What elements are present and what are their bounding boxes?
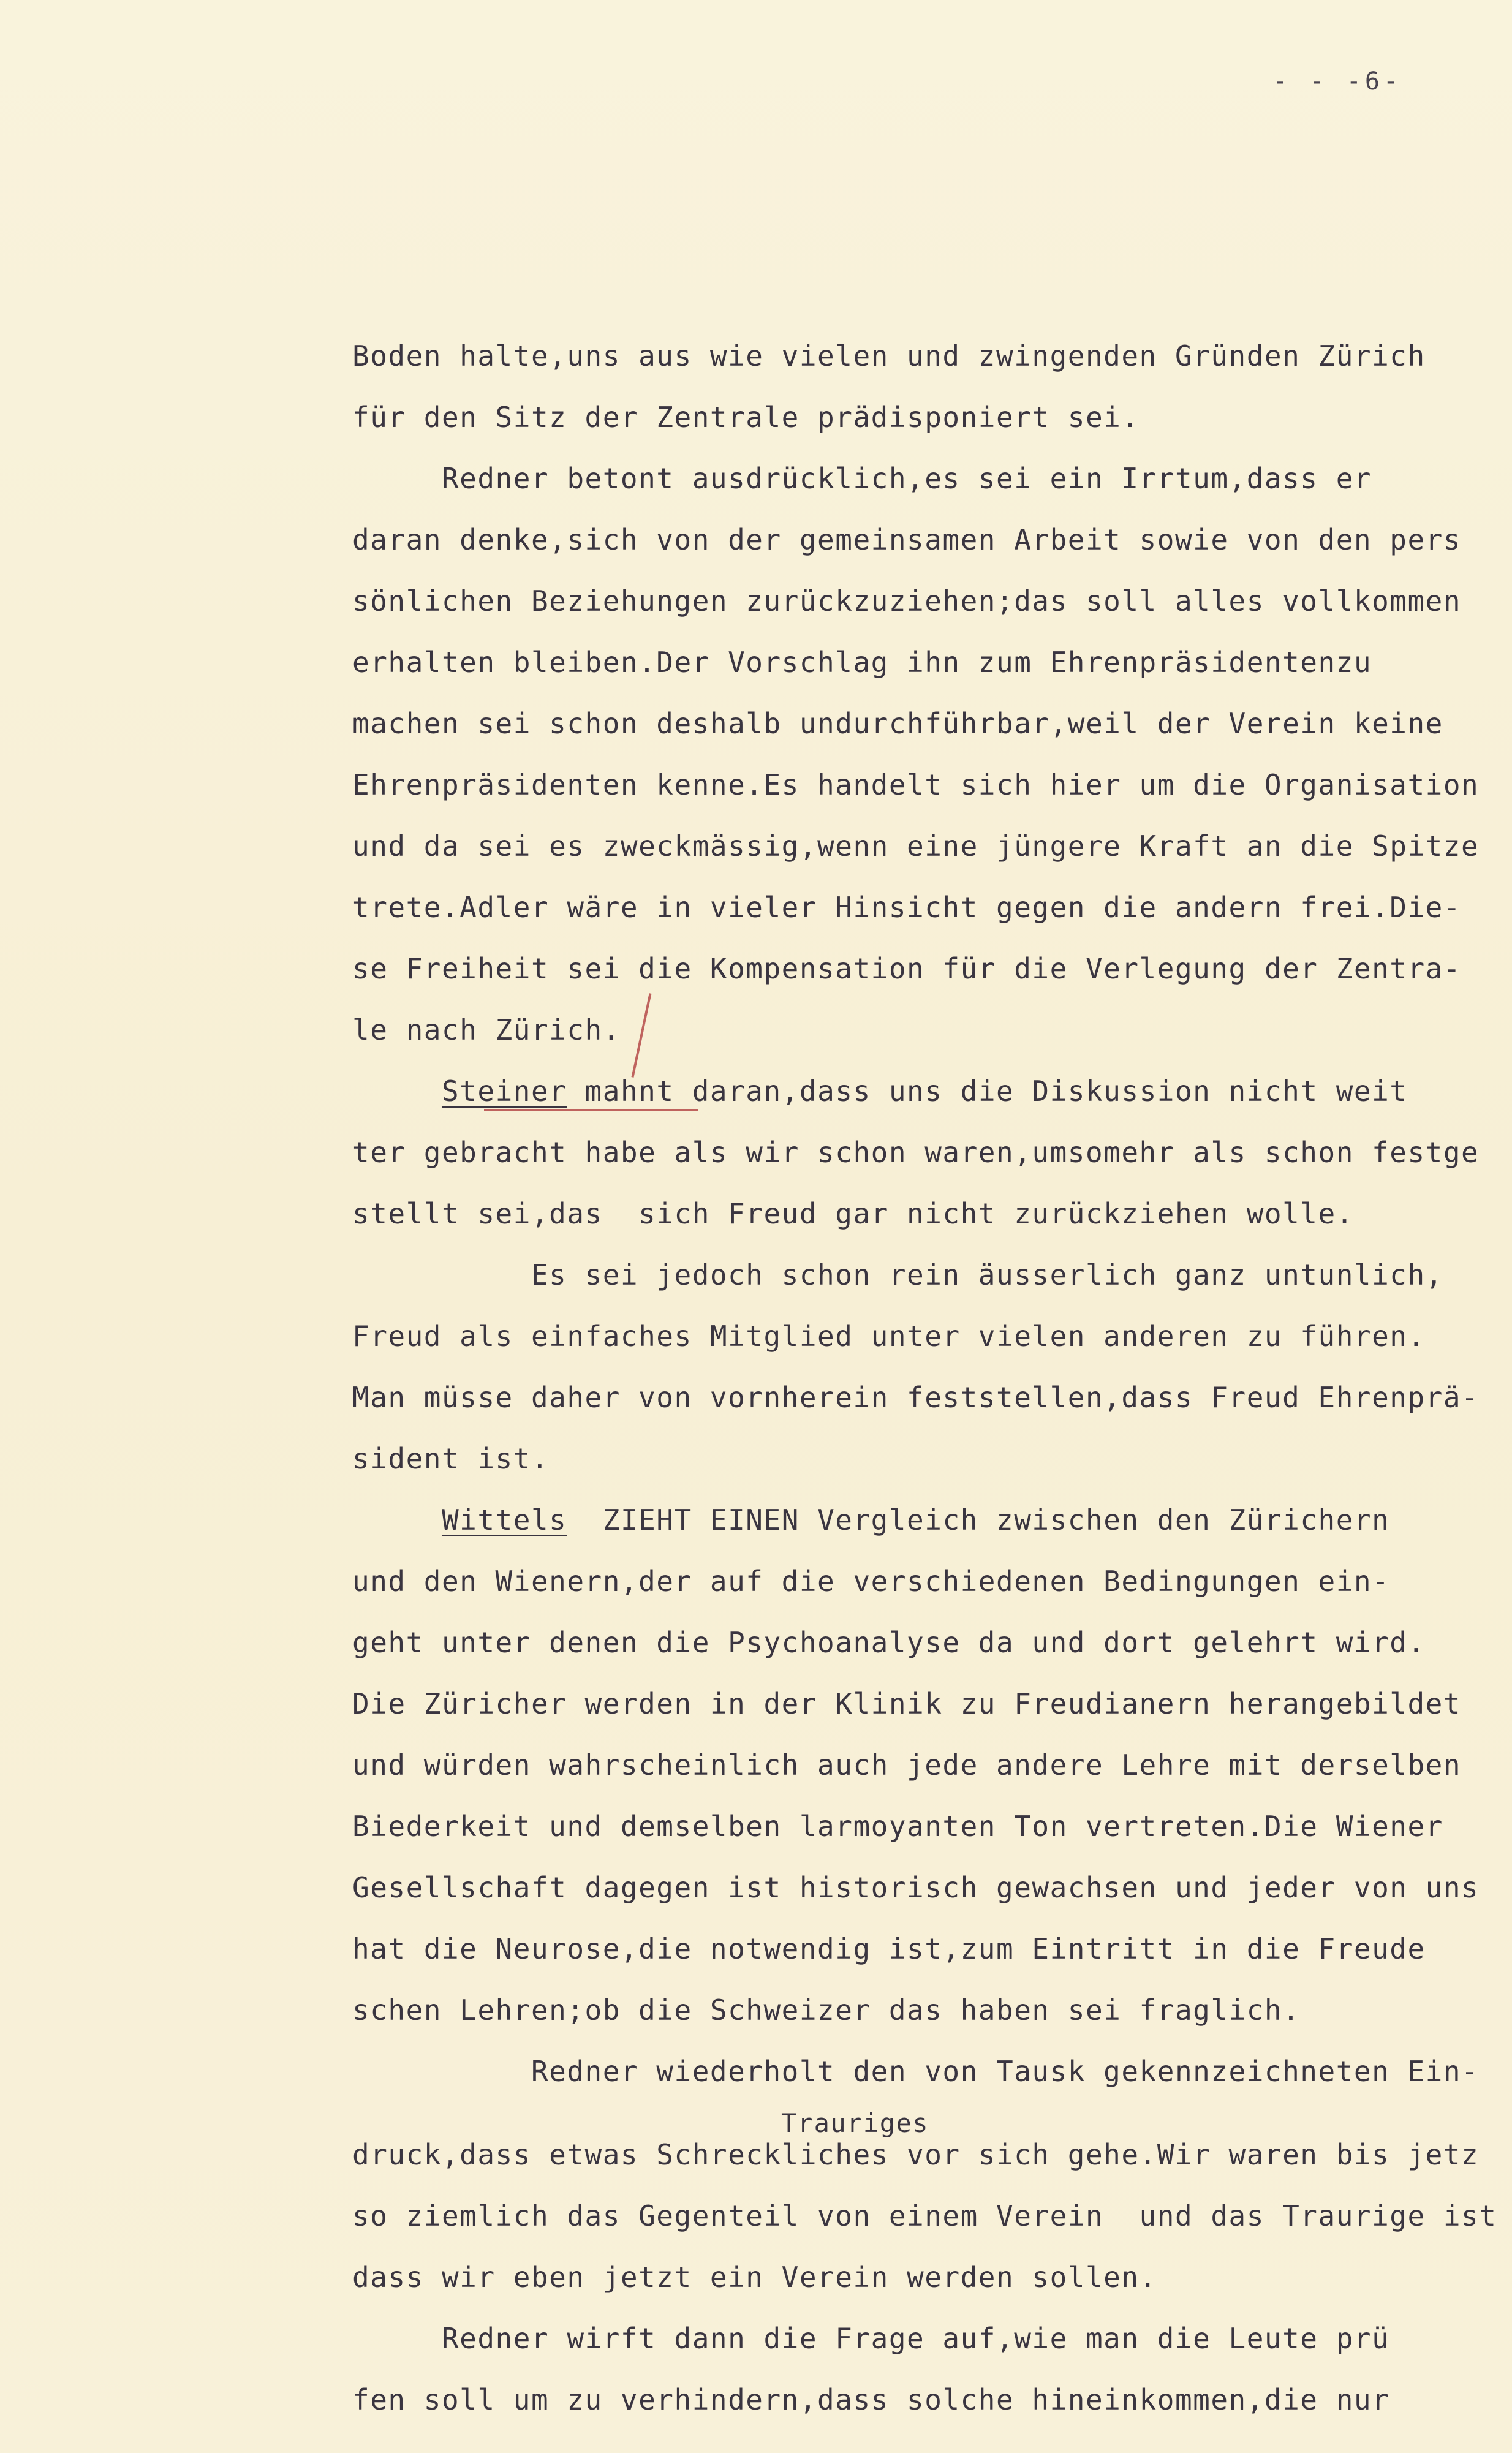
text-line: und würden wahrscheinlich auch jede andere Lehre mit derselben [352, 1748, 1462, 1782]
text-line: und den Wienern,der auf die verschiedenen Bedingungen ein- [352, 1565, 1390, 1598]
text-line: so ziemlich das Gegenteil von einem Verein und das Traurige ist [352, 2199, 1497, 2232]
text-line: Redner wiederholt den von Tausk gekennzeichneten Ein- [352, 2055, 1480, 2088]
line-text: mahnt daran,dass uns die Diskussion nicht weit [567, 1075, 1408, 1108]
text-line: Die Züricher werden in der Klinik zu Freudianern herangebildet [352, 1687, 1462, 1720]
text-line: geht unter denen die Psychoanalyse da und dort gelehrt wird. [352, 1626, 1426, 1659]
line-text: ZIEHT EINEN Vergleich zwischen den Zürichern [567, 1503, 1390, 1536]
text-line: le nach Zürich. [352, 1013, 621, 1046]
text-line: se Freiheit sei die Kompensation für die Verlegung der Zentra- [352, 952, 1462, 985]
text-line: Ehrenpräsidenten kenne.Es handelt sich hier um die Organisation [352, 768, 1480, 801]
text-line: für den Sitz der Zentrale prädisponiert sei. [352, 401, 1140, 434]
text-line: dass wir eben jetzt ein Verein werden sollen. [352, 2261, 1157, 2294]
interlinear-correction: Trauriges [781, 2108, 929, 2138]
text-line: Freud als einfaches Mitglied unter vielen anderen zu führen. [352, 1320, 1426, 1353]
speaker-name: Wittels [441, 1503, 567, 1536]
text-line: fen soll um zu verhindern,dass solche hineinkommen,die nur [352, 2383, 1390, 2416]
text-line: machen sei schon deshalb undurchführbar,weil der Verein keine [352, 707, 1443, 740]
speaker-name: Steiner [441, 1075, 567, 1108]
text-line: trete.Adler wäre in vieler Hinsicht gegen die andern frei.Die- [352, 891, 1462, 924]
text-line: Redner betont ausdrücklich,es sei ein Irrtum,dass er [352, 462, 1372, 495]
text-line: Man müsse daher von vornherein feststellen,dass Freud Ehrenprä- [352, 1381, 1480, 1414]
text-line: schen Lehren;ob die Schweizer das haben sei fraglich. [352, 1994, 1301, 2027]
text-line: Boden halte,uns aus wie vielen und zwingenden Gründen Zürich [352, 339, 1426, 372]
text-line [352, 1071, 1504, 1132]
text-line: und da sei es zweckmässig,wenn eine jüngere Kraft an die Spitze [352, 830, 1480, 863]
text-line [352, 1500, 1504, 1561]
text-line: sident ist. [352, 1442, 550, 1475]
text-line: ter gebracht habe als wir schon waren,umsomehr als schon festge [352, 1136, 1480, 1169]
text-line: sönlichen Beziehungen zurückzuziehen;das soll alles vollkommen [352, 584, 1462, 618]
text-line: erhalten bleiben.Der Vorschlag ihn zum Ehrenpräsidentenzu [352, 646, 1372, 679]
text-line: stellt sei,das sich Freud gar nicht zurückziehen wolle. [352, 1197, 1354, 1230]
text-line: hat die Neurose,die notwendig ist,zum Eintritt in die Freude [352, 1932, 1426, 1965]
text-line: Es sei jedoch schon rein äusserlich ganz untunlich, [352, 1258, 1443, 1291]
text-line: druck,dass etwas Schreckliches vor sich gehe.Wir waren bis jetz [352, 2138, 1480, 2171]
page-number: - - -6- [1272, 67, 1402, 96]
text-line: Biederkeit und demselben larmoyanten Ton vertreten.Die Wiener [352, 1810, 1443, 1843]
typed-text-body [352, 336, 1504, 2441]
text-line: Gesellschaft dagegen ist historisch gewachsen und jeder von uns [352, 1871, 1480, 1904]
text-line: daran denke,sich von der gemeinsamen Arbeit sowie von den pers [352, 523, 1462, 556]
text-line: Redner wirft dann die Frage auf,wie man die Leute prü [352, 2322, 1390, 2355]
